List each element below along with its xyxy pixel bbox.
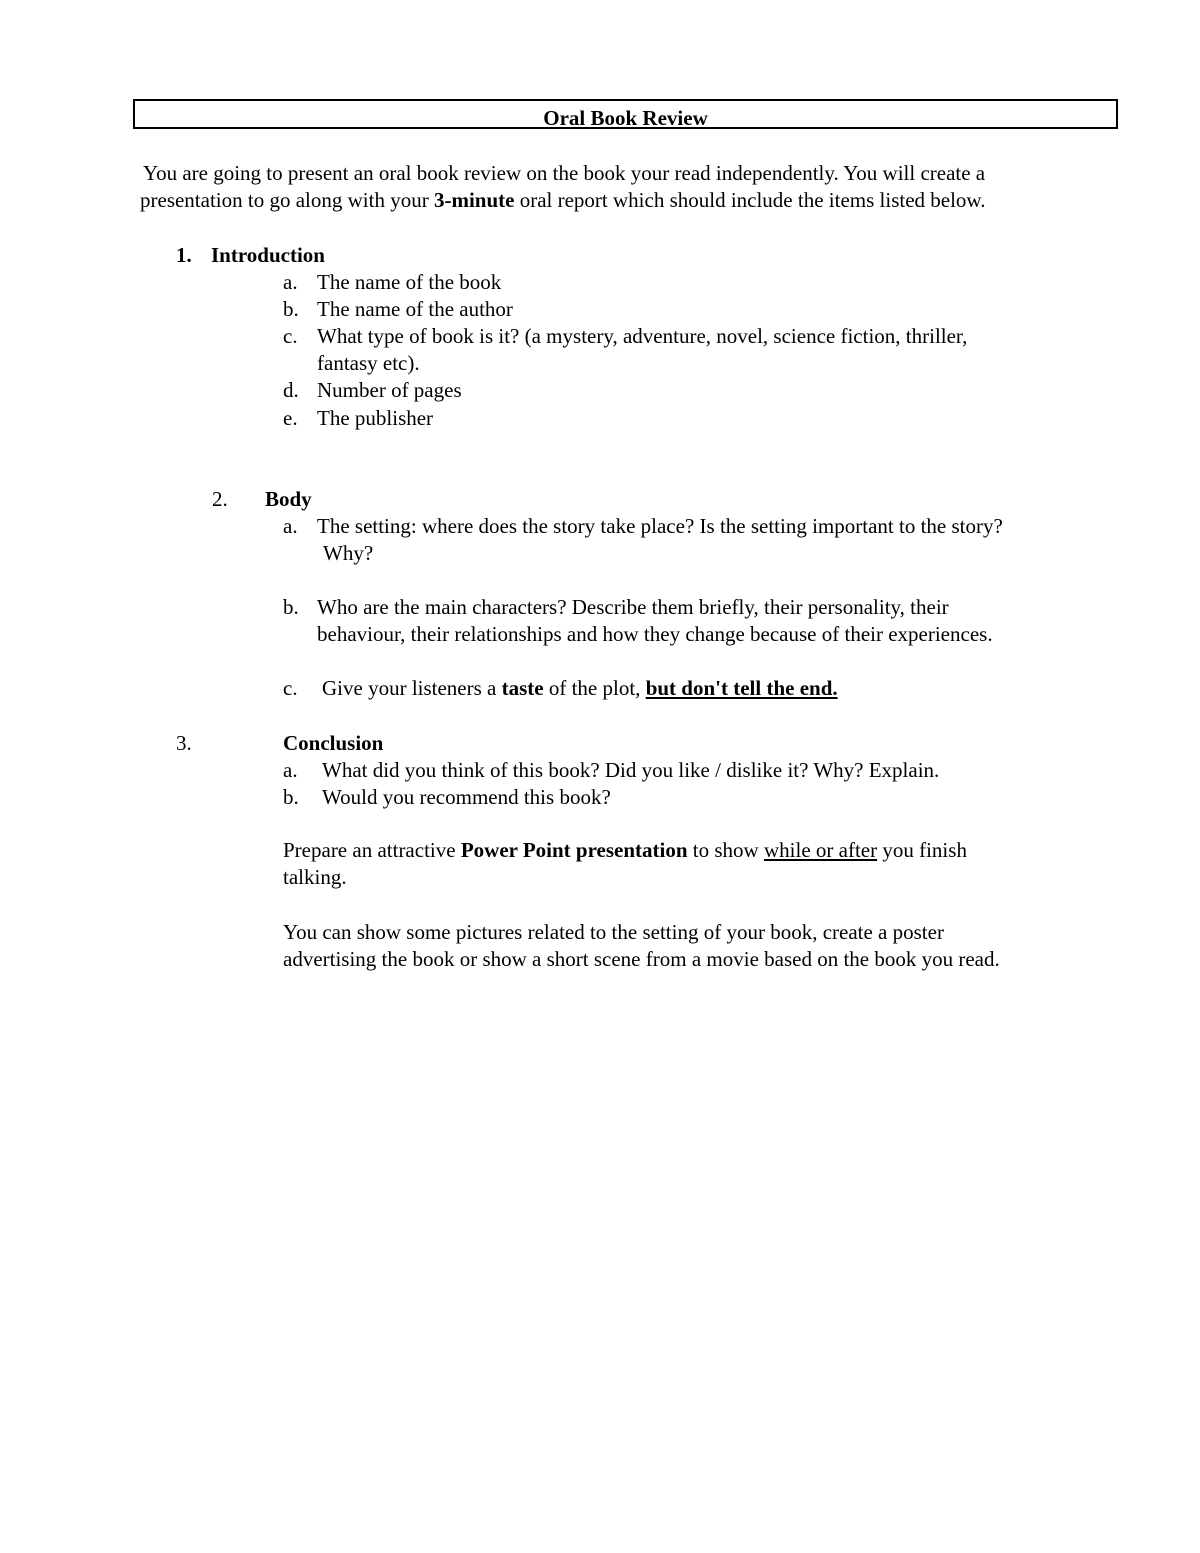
section-heading-conclusion: Conclusion — [283, 731, 384, 755]
list-item: The setting: where does the story take place? Is the setting important to the story? — [317, 514, 1003, 538]
list-letter: d. — [283, 378, 299, 402]
section-number-3: 3. — [176, 731, 192, 755]
extra-line-2: advertising the book or show a short scene from a movie based on the book you read. — [283, 947, 1000, 971]
prepare-text: Prepare an attractive — [283, 838, 461, 862]
prepare-text: to show — [687, 838, 764, 862]
prepare-line-2: talking. — [283, 865, 347, 889]
list-letter: c. — [283, 324, 298, 348]
list-letter: a. — [283, 758, 298, 782]
intro-line-1: You are going to present an oral book review on the book your read independently. You will create a — [143, 161, 986, 185]
list-item-continued: fantasy etc). — [317, 351, 420, 375]
prepare-text-end: you finish — [877, 838, 967, 862]
intro-line-2 — [140, 187, 986, 214]
list-item: Who are the main characters? Describe them briefly, their personality, their — [317, 595, 949, 619]
extra-line-1: You can show some pictures related to the setting of your book, create a poster — [283, 920, 944, 944]
section-number-2: 2. — [212, 487, 228, 511]
section-heading-body: Body — [265, 487, 312, 511]
powerpoint-emphasis: Power Point presentation — [460, 838, 688, 862]
list-item: The publisher — [317, 406, 434, 430]
timing-emphasis: while or after — [763, 838, 878, 862]
intro-text: presentation to go along with your — [140, 188, 434, 212]
page-title: Oral Book Review — [133, 99, 1118, 129]
list-item: What did you think of this book? Did you like / dislike it? Why? Explain. — [322, 758, 940, 782]
list-item: The name of the author — [317, 297, 513, 321]
list-item — [322, 675, 838, 702]
list-item-continued: Why? — [323, 541, 374, 565]
list-item: Would you recommend this book? — [322, 785, 611, 809]
list-item: What type of book is it? (a mystery, adventure, novel, science fiction, thriller, — [317, 324, 968, 348]
list-letter: e. — [283, 406, 298, 430]
list-item: The name of the book — [317, 270, 502, 294]
taste-emphasis: taste — [501, 676, 544, 700]
list-letter: c. — [283, 676, 298, 700]
item-text: of the plot, — [543, 676, 646, 700]
item-text: Give your listeners a — [322, 676, 502, 700]
section-number-1: 1. — [176, 243, 192, 267]
list-item-continued: behaviour, their relationships and how they change because of their experiences. — [317, 622, 993, 646]
prepare-line-1 — [283, 837, 967, 864]
list-letter: b. — [283, 595, 299, 619]
list-letter: b. — [283, 297, 299, 321]
list-item: Number of pages — [317, 378, 462, 402]
duration-emphasis: 3-minute — [433, 188, 515, 212]
intro-text-end: oral report which should include the items listed below. — [514, 188, 986, 212]
section-heading-introduction: Introduction — [211, 243, 325, 267]
list-letter: a. — [283, 270, 298, 294]
ending-warning: but don't tell the end. — [645, 676, 838, 700]
list-letter: a. — [283, 514, 298, 538]
list-letter: b. — [283, 785, 299, 809]
